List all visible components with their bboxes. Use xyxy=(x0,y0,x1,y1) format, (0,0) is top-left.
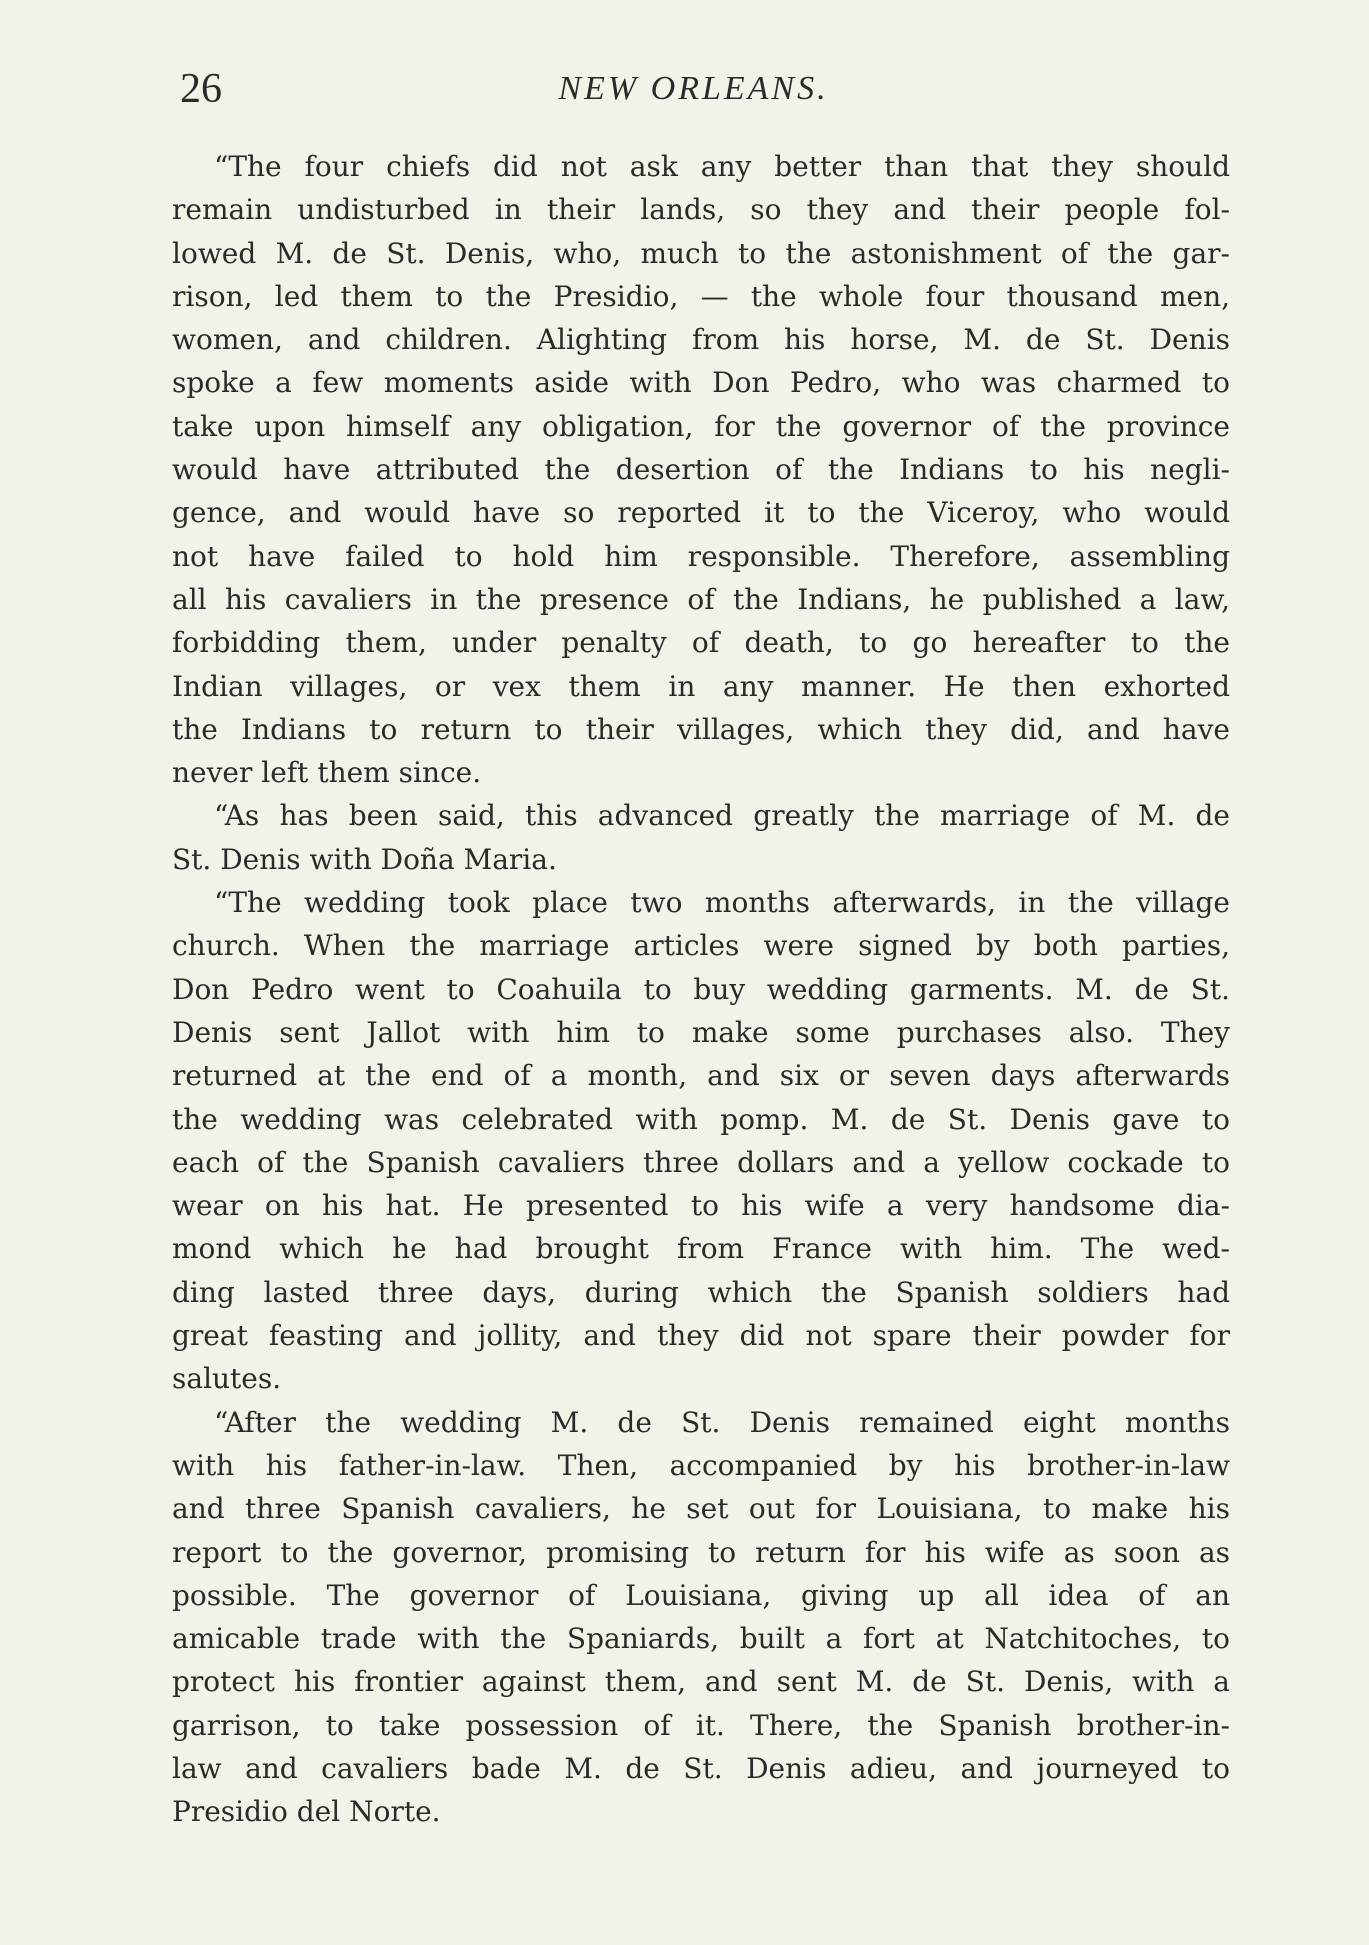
text-line: all his cavaliers in the presence of the Indians, he published a law, xyxy=(172,582,1230,616)
text-line: each of the Spanish cavaliers three dollars and a yellow cockade to xyxy=(172,1145,1230,1179)
text-line: wear on his hat. He presented to his wife a very handsome dia- xyxy=(172,1189,1230,1223)
text-line: “The four chiefs did not ask any better than that they should xyxy=(214,150,1230,183)
text-line: take upon himself any obligation, for the governor of the province xyxy=(172,409,1230,443)
text-line: great feasting and jollity, and they did not spare their powder for xyxy=(172,1319,1230,1353)
text-line: ding lasted three days, during which the Spanish soldiers had xyxy=(172,1275,1230,1309)
text-line: with his father-in-law. Then, accompanied by his brother-in-law xyxy=(172,1448,1230,1482)
text-line: amicable trade with the Spaniards, built a fort at Natchitoches, to xyxy=(172,1622,1230,1656)
page-number: 26 xyxy=(180,66,222,112)
text-line: lowed M. de St. Denis, who, much to the astonishment of the gar- xyxy=(172,236,1230,270)
text-line: women, and children. Alighting from his horse, M. de St. Denis xyxy=(172,323,1230,357)
text-line: rison, led them to the Presidio, — the whole four thousand men, xyxy=(172,279,1230,313)
text-line: “After the wedding M. de St. Denis remained eight months xyxy=(214,1405,1230,1439)
text-line: the Indians to return to their villages, which they did, and have xyxy=(172,712,1230,746)
text-line: Don Pedro went to Coahuila to buy wedding garments. M. de St. xyxy=(172,972,1230,1006)
text-line: Presidio del Norte. xyxy=(172,1795,441,1829)
text-line: protect his frontier against them, and sent M. de St. Denis, with a xyxy=(172,1665,1230,1699)
text-line: St. Denis with Doña Maria. xyxy=(172,842,557,876)
running-title: NEW ORLEANS. xyxy=(558,70,829,107)
text-line: Indian villages, or vex them in any manner. He then exhorted xyxy=(172,669,1230,703)
text-line: and three Spanish cavaliers, he set out for Louisiana, to make his xyxy=(172,1492,1230,1526)
text-line: “The wedding took place two months afterwards, in the village xyxy=(214,886,1230,920)
text-line: law and cavaliers bade M. de St. Denis adieu, and journeyed to xyxy=(172,1751,1230,1785)
text-line: “As has been said, this advanced greatly the marriage of M. de xyxy=(214,799,1230,833)
text-line: never left them since. xyxy=(172,756,482,790)
text-line: church. When the marriage articles were signed by both parties, xyxy=(172,929,1230,963)
text-line: Denis sent Jallot with him to make some purchases also. They xyxy=(172,1015,1230,1049)
text-line: possible. The governor of Louisiana, giving up all idea of an xyxy=(172,1578,1230,1612)
text-line: not have failed to hold him responsible. Therefore, assembling xyxy=(172,539,1230,573)
text-line: spoke a few moments aside with Don Pedro, who was charmed to xyxy=(172,366,1230,400)
text-line: would have attributed the desertion of the Indians to his negli- xyxy=(172,453,1230,487)
body-text xyxy=(172,145,1230,1834)
text-line: the wedding was celebrated with pomp. M. de St. Denis gave to xyxy=(172,1102,1230,1136)
text-line: gence, and would have so reported it to the Viceroy, who would xyxy=(172,496,1230,530)
text-line: remain undisturbed in their lands, so they and their people fol- xyxy=(172,193,1230,227)
text-line: returned at the end of a month, and six or seven days afterwards xyxy=(172,1059,1230,1093)
text-line: salutes. xyxy=(172,1362,282,1396)
text-line: mond which he had brought from France with him. The wed- xyxy=(172,1232,1230,1266)
text-line: report to the governor, promising to return for his wife as soon as xyxy=(172,1535,1230,1569)
text-line: garrison, to take possession of it. There, the Spanish brother-in- xyxy=(172,1708,1230,1742)
text-line: forbidding them, under penalty of death, to go hereafter to the xyxy=(172,626,1230,660)
